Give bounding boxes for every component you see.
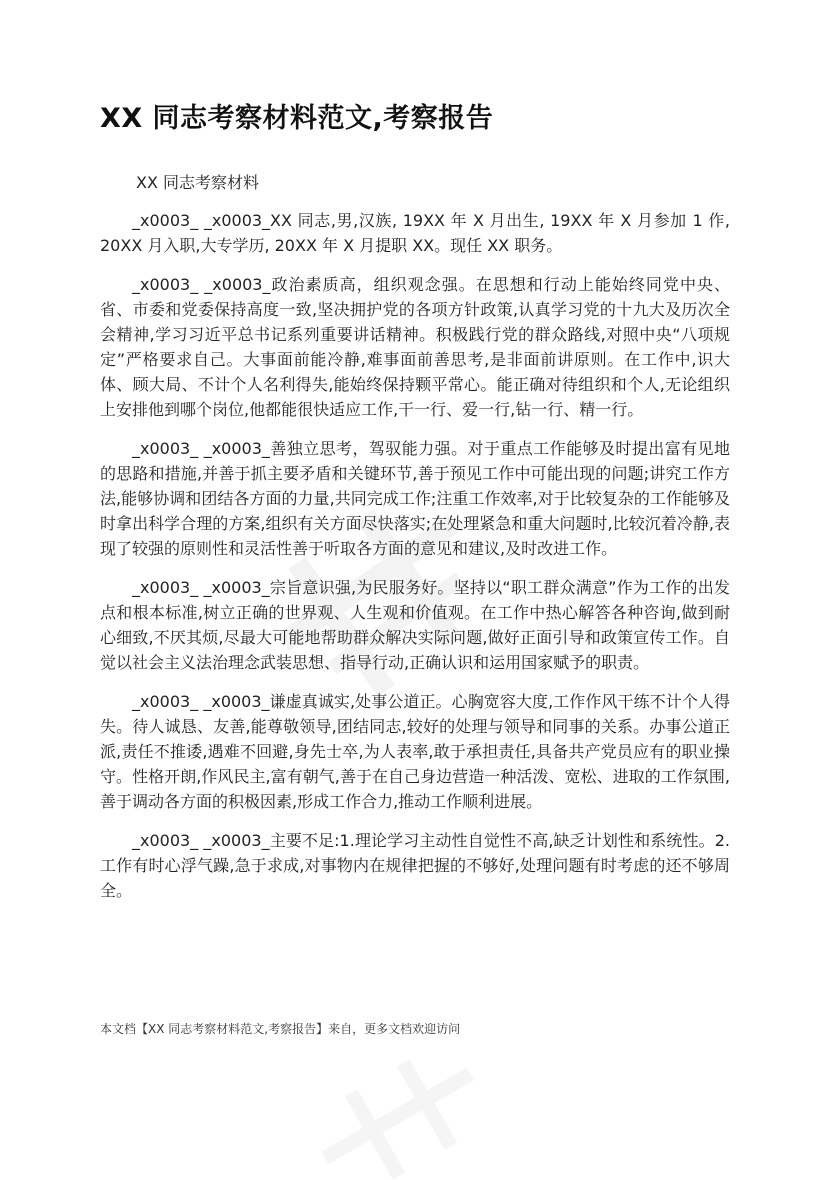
paragraph-independent-thinking: _x0003_ _x0003_善独立思考，驾驭能力强。对于重点工作能够及时提出富有见地的思路和措施,并善于抓主要矛盾和关键环节,善于预见工作中可能出现的问题;讲究工作方法,能够协调和团结各方面的力量,共同完成工作;注重工作效率,对于比较复杂的工作能够及时拿出科学合理的方案,组织有关方面尽快落实;在处理紧急和重大问题时,比较沉着冷静,表现了较强的原则性和灵活性善于听取各方面的意见和建议,及时改进工作。 — [100, 439, 730, 558]
document-subtitle: XX 同志考察材料 — [136, 173, 260, 192]
paragraph-integrity: _x0003_ _x0003_谦虚真诚实,处事公道正。心胸宽容大度,工作作风干练不计个人得失。待人诚恳、友善,能尊敬领导,团结同志,较好的处理与领导和同事的关系。办事公道正派,责任不推诿,遇难不回避,身先士卒,为人表率,敢于承担责任,具备共产党员应有的职业操守。性格开朗,作风民主,富有朝气,善于在自己身边营造一种活泼、宽松、进取的工作氛围,善于调动各方面的积极因素,形成工作合力,推动工作顺利进展。 — [100, 692, 730, 811]
watermark-logo-bottom-icon — [280, 1060, 520, 1180]
paragraph-service-awareness: _x0003_ _x0003_宗旨意识强,为民服务好。坚持以“职工群众满意”作为工作的出发点和根本标准,树立正确的世界观、人生观和价值观。在工作中热心解答各种咨询,做到耐心细致,不厌其烦,尽最大可能地帮助群众解决实际问题,做好正面引导和政策宣传工作。自觉以社会主义法治理念武装思想、指导行动,正确认识和运用国家赋予的职责。 — [100, 578, 730, 672]
paragraph-shortcomings: _x0003_ _x0003_主要不足:1.理论学习主动性自觉性不高,缺乏计划性和系统性。2.工作有时心浮气躁,急于求成,对事物内在规律把握的不够好,处理问题有时考虑的还不够周全。 — [100, 831, 730, 900]
paragraph-basic-info: _x0003_ _x0003_XX 同志,男,汉族, 19XX 年 X 月出生, 19XX 年 X 月参加 1 作, 20XX 月入职,大专学历, 20XX 年 X 月提职 XX。现任 XX 职务。 — [100, 211, 730, 255]
document-body — [100, 208, 730, 917]
page-title: XX 同志考察材料范文,考察报告 — [100, 103, 494, 134]
document-footer: 本文档【XX 同志考察材料范文,考察报告】来自，更多文档欢迎访问 — [100, 1022, 461, 1036]
paragraph-political-quality: _x0003_ _x0003_政治素质高，组织观念强。在思想和行动上能始终同党中央、省、市委和党委保持高度一致,坚决拥护党的各项方针政策,认真学习党的十九大及历次全会精神,学习习近平总书记系列重要讲话精神。积极践行党的群众路线,对照中央“八项规定”严格要求自己。大事面前能冷静,难事面前善思考,是非面前讲原则。在工作中,识大体、顾大局、不计个人名利得失,能始终保持颗平常心。能正确对待组织和个人,无论组织上安排他到哪个岗位,他都能很快适应工作,干一行、爱一行,钻一行、精一行。 — [100, 275, 730, 419]
